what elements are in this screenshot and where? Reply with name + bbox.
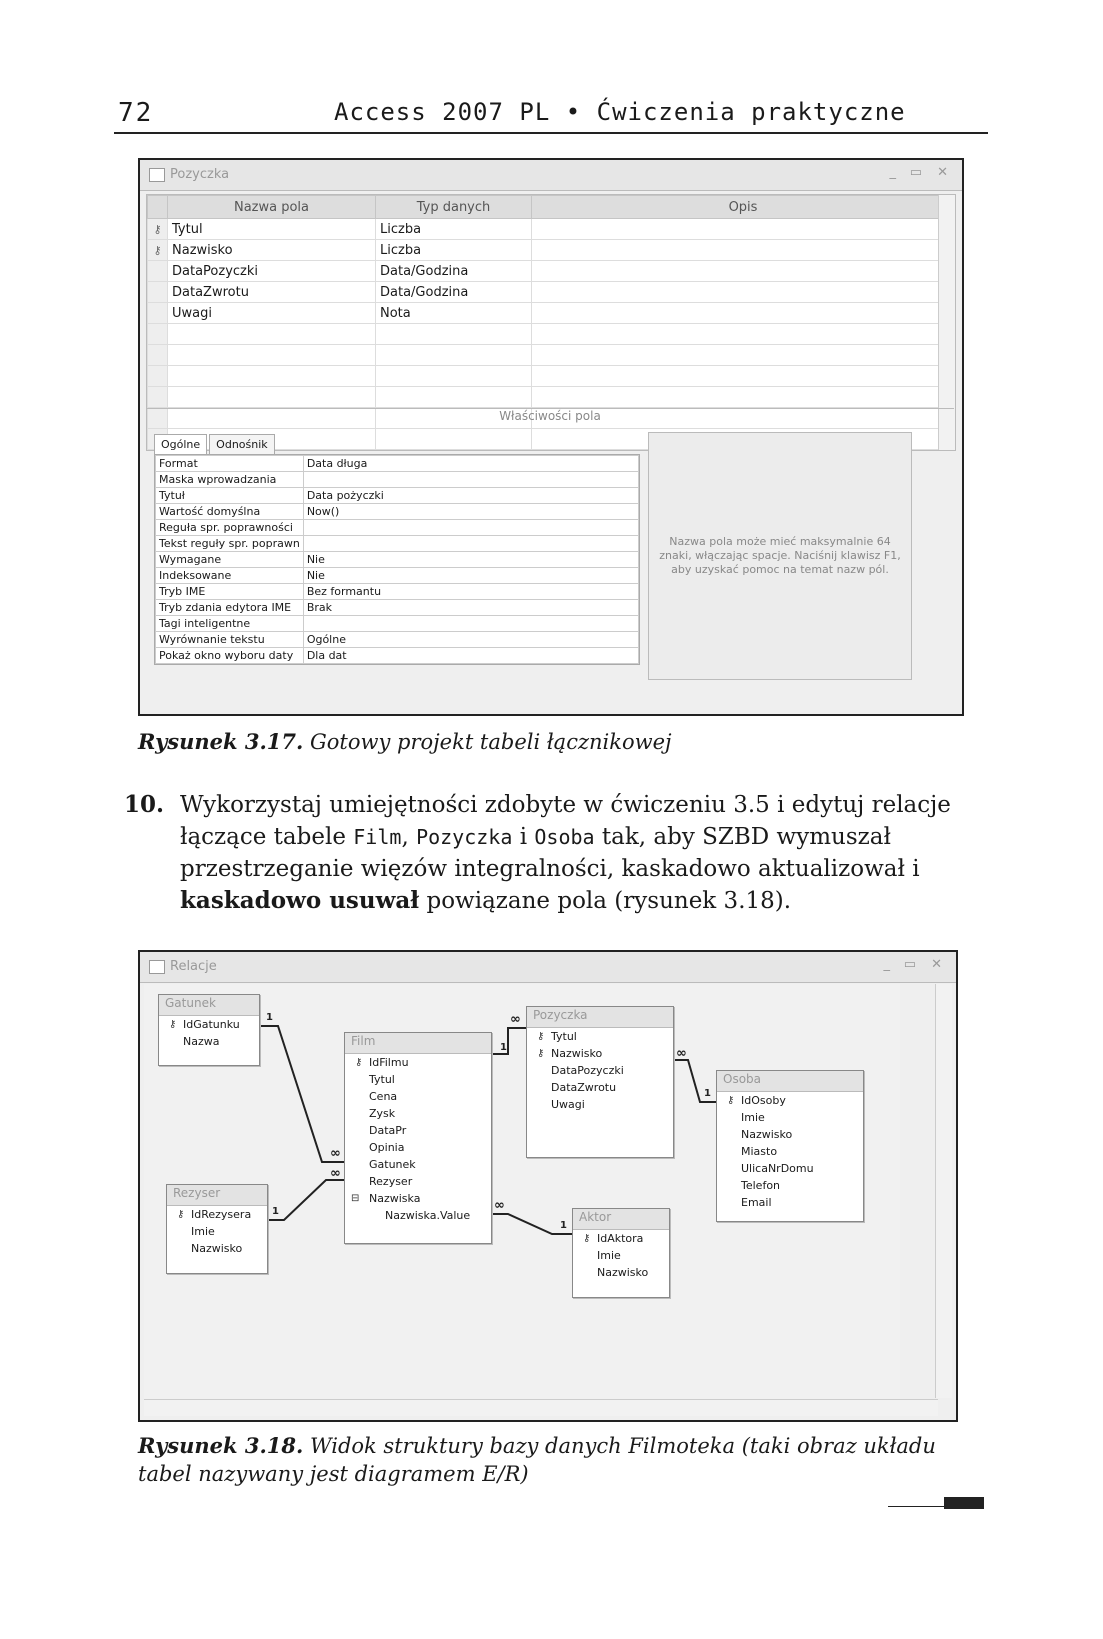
field-name-cell[interactable]: Tytul xyxy=(168,219,376,240)
field-name-cell[interactable]: DataZwrotu xyxy=(168,282,376,303)
horizontal-scrollbar[interactable] xyxy=(144,1399,938,1416)
field-row[interactable] xyxy=(717,1143,863,1160)
field-row[interactable] xyxy=(573,1230,669,1247)
description-cell[interactable] xyxy=(532,345,955,366)
field-row[interactable] xyxy=(573,1264,669,1281)
figure-caption-2 xyxy=(138,1432,978,1488)
table-rezyser[interactable] xyxy=(166,1184,268,1274)
description-cell[interactable] xyxy=(532,261,955,282)
field-row[interactable] xyxy=(345,1122,491,1139)
property-value[interactable]: Nie xyxy=(303,568,638,584)
field-name: Tytul xyxy=(551,1030,577,1043)
cardinality-many: ∞ xyxy=(494,1198,505,1213)
header-rule xyxy=(114,132,988,134)
property-name: Tryb zdania edytora IME xyxy=(156,600,304,616)
property-name: Tytuł xyxy=(156,488,304,504)
property-name: Tekst reguły spr. poprawn xyxy=(156,536,304,552)
step-text: Wykorzystaj umiejętności zdobyte w ćwiczeniu 3.5 i edytuj relacje łączące tabele Film, Pozyczka i Osoba tak, aby SZBD wymuszał przestrzeganie więzów integralności, kaskadowo aktualizował i kaskadowo usuwał powiązane pola (rysunek 3.18). xyxy=(180,792,951,914)
field-name: Imie xyxy=(191,1225,215,1238)
property-name: Reguła spr. poprawności xyxy=(156,520,304,536)
property-value[interactable]: Ogólne xyxy=(303,632,638,648)
key-icon: ⚷ xyxy=(583,1233,591,1244)
vertical-scrollbar[interactable] xyxy=(935,984,952,1398)
field-name: Nazwisko xyxy=(741,1128,793,1141)
field-row[interactable] xyxy=(345,1071,491,1088)
table-row[interactable] xyxy=(148,366,955,387)
field-row[interactable] xyxy=(527,1045,673,1062)
cardinality-one: 1 xyxy=(272,1206,279,1217)
field-properties-label: Właściwości pola xyxy=(146,408,954,423)
field-row[interactable] xyxy=(159,1033,259,1050)
grid-corner[interactable] xyxy=(148,196,168,219)
field-row[interactable] xyxy=(527,1062,673,1079)
data-type-cell[interactable]: Liczba xyxy=(376,240,532,261)
field-name: Imie xyxy=(597,1249,621,1262)
cardinality-many: ∞ xyxy=(330,1146,341,1161)
table-row[interactable] xyxy=(148,324,955,345)
property-row[interactable] xyxy=(156,552,639,568)
key-icon: ⚷ xyxy=(727,1095,735,1106)
cardinality-one: 1 xyxy=(560,1220,567,1231)
description-cell[interactable] xyxy=(532,324,955,345)
field-name: Imie xyxy=(741,1111,765,1124)
property-value[interactable]: Data długa xyxy=(303,456,638,472)
field-row[interactable] xyxy=(345,1139,491,1156)
field-name: UlicaNrDomu xyxy=(741,1162,814,1175)
property-value[interactable]: Brak xyxy=(303,600,638,616)
row-selector[interactable] xyxy=(148,282,168,303)
close-icon[interactable]: ✕ xyxy=(931,957,942,972)
property-name: Tagi inteligentne xyxy=(156,616,304,632)
property-row[interactable] xyxy=(156,648,639,664)
field-name: Zysk xyxy=(369,1107,396,1120)
field-row[interactable] xyxy=(345,1156,491,1173)
property-name: Wymagane xyxy=(156,552,304,568)
field-name: IdAktora xyxy=(597,1232,644,1245)
table-title[interactable]: Osoba xyxy=(717,1071,863,1092)
caption-text: Gotowy projekt tabeli łącznikowej xyxy=(310,730,672,754)
property-row[interactable] xyxy=(156,616,639,632)
data-type-cell[interactable]: Data/Godzina xyxy=(376,261,532,282)
help-hint: Nazwa pola może mieć maksymalnie 64 znaki, włączając spacje. Naciśnij klawisz F1, aby uzyskać pomoc na temat nazw pól. xyxy=(648,432,912,680)
property-row[interactable] xyxy=(156,520,639,536)
maximize-icon[interactable]: ▭ xyxy=(909,165,922,180)
property-value[interactable]: Data pożyczki xyxy=(303,488,638,504)
caption-label: Rysunek 3.17. xyxy=(138,729,304,754)
field-row[interactable] xyxy=(167,1223,267,1240)
table-gatunek[interactable] xyxy=(158,994,260,1066)
key-icon: ⚷ xyxy=(355,1057,363,1068)
property-name: Maska wprowadzania xyxy=(156,472,304,488)
cardinality-many: ∞ xyxy=(510,1012,521,1027)
table-row[interactable] xyxy=(148,303,955,324)
table-title[interactable]: Gatunek xyxy=(159,995,259,1016)
field-name-cell[interactable]: Uwagi xyxy=(168,303,376,324)
footer-rule xyxy=(888,1506,944,1507)
property-name: Format xyxy=(156,456,304,472)
description-cell[interactable] xyxy=(532,219,955,240)
field-name: IdRezysera xyxy=(191,1208,252,1221)
field-name: IdGatunku xyxy=(183,1018,240,1031)
field-row[interactable] xyxy=(717,1092,863,1109)
table-title[interactable]: Film xyxy=(345,1033,491,1054)
table-row[interactable] xyxy=(148,345,955,366)
table-film[interactable] xyxy=(344,1032,492,1244)
caption-label: Rysunek 3.18. xyxy=(138,1433,304,1458)
page-number: 72 xyxy=(118,98,154,128)
cardinality-many: ∞ xyxy=(676,1046,687,1061)
property-name: Tryb IME xyxy=(156,584,304,600)
key-icon: ⚷ xyxy=(537,1031,545,1042)
field-row[interactable] xyxy=(345,1088,491,1105)
field-name: Rezyser xyxy=(369,1175,413,1188)
field-row[interactable] xyxy=(527,1079,673,1096)
row-selector[interactable] xyxy=(148,261,168,282)
field-name: DataZwrotu xyxy=(551,1081,617,1094)
field-row[interactable] xyxy=(527,1096,673,1113)
field-row[interactable] xyxy=(345,1207,491,1224)
key-icon: ⚷ xyxy=(169,1019,177,1030)
field-name: Email xyxy=(741,1196,772,1209)
field-row[interactable] xyxy=(159,1016,259,1033)
table-row[interactable] xyxy=(148,219,955,240)
field-name: Nazwiska.Value xyxy=(385,1209,471,1222)
table-row[interactable] xyxy=(148,282,955,303)
field-row[interactable] xyxy=(573,1247,669,1264)
relationships-window xyxy=(138,950,958,1422)
caption-text: Widok struktury bazy danych Filmoteka (taki obraz układu tabel nazywany jest diagramem E/R) xyxy=(138,1434,936,1486)
property-name: Wyrównanie tekstu xyxy=(156,632,304,648)
field-name: Nazwa xyxy=(183,1035,220,1048)
field-name-cell[interactable] xyxy=(168,345,376,366)
table-row[interactable] xyxy=(148,261,955,282)
field-row[interactable] xyxy=(167,1206,267,1223)
data-type-cell[interactable] xyxy=(376,324,532,345)
running-title: Access 2007 PL • Ćwiczenia praktyczne xyxy=(334,98,906,126)
table-icon xyxy=(149,168,165,182)
data-type-cell[interactable] xyxy=(376,366,532,387)
line-gatunek-film xyxy=(258,1026,344,1162)
table-row[interactable] xyxy=(148,240,955,261)
table-aktor[interactable] xyxy=(572,1208,670,1298)
field-name: Nazwisko xyxy=(191,1242,243,1255)
key-icon: ⚷ xyxy=(537,1048,545,1059)
property-row[interactable] xyxy=(156,504,639,520)
key-icon[interactable]: ⚷ xyxy=(148,219,168,240)
line-film-pozyczka xyxy=(490,1028,526,1054)
property-value[interactable] xyxy=(303,520,638,536)
table-row[interactable] xyxy=(148,387,955,408)
field-name-cell[interactable] xyxy=(168,324,376,345)
row-selector[interactable] xyxy=(148,387,168,408)
field-row[interactable] xyxy=(717,1177,863,1194)
property-row[interactable] xyxy=(156,600,639,616)
property-row[interactable] xyxy=(156,536,639,552)
property-name: Indeksowane xyxy=(156,568,304,584)
property-value[interactable]: Nie xyxy=(303,552,638,568)
step-number: 10. xyxy=(124,791,165,818)
relationship-canvas xyxy=(144,984,900,1414)
tab-lookup[interactable]: Odnośnik xyxy=(209,434,274,454)
field-name: Gatunek xyxy=(369,1158,416,1171)
data-type-cell[interactable] xyxy=(376,387,532,408)
property-row[interactable] xyxy=(156,632,639,648)
property-tabs xyxy=(154,434,277,454)
column-header-data-type[interactable]: Typ danych xyxy=(376,196,532,219)
data-type-cell[interactable] xyxy=(376,429,532,450)
window-titlebar xyxy=(140,952,956,983)
property-sheet xyxy=(154,454,640,665)
minimize-icon[interactable]: _ xyxy=(883,957,890,972)
description-cell[interactable] xyxy=(532,282,955,303)
property-row[interactable] xyxy=(156,472,639,488)
field-row[interactable] xyxy=(717,1160,863,1177)
field-name-cell[interactable]: Nazwisko xyxy=(168,240,376,261)
field-name: Tytul xyxy=(369,1073,395,1086)
field-name: Opinia xyxy=(369,1141,405,1154)
row-selector[interactable] xyxy=(148,303,168,324)
field-name: Nazwisko xyxy=(597,1266,649,1279)
field-row[interactable] xyxy=(527,1028,673,1045)
property-row[interactable] xyxy=(156,488,639,504)
cardinality-one: 1 xyxy=(704,1088,711,1099)
row-selector[interactable] xyxy=(148,345,168,366)
relationships-icon xyxy=(149,960,165,974)
property-name: Pokaż okno wyboru daty xyxy=(156,648,304,664)
property-row[interactable] xyxy=(156,568,639,584)
description-cell[interactable] xyxy=(532,303,955,324)
property-value[interactable] xyxy=(303,616,638,632)
table-title[interactable]: Aktor xyxy=(573,1209,669,1230)
table-title[interactable]: Rezyser xyxy=(167,1185,267,1206)
table-pozyczka[interactable] xyxy=(526,1006,674,1158)
field-name: IdFilmu xyxy=(369,1056,409,1069)
field-name: Cena xyxy=(369,1090,398,1103)
footer-marker xyxy=(944,1497,984,1509)
window-titlebar xyxy=(140,160,962,191)
field-name: DataPr xyxy=(369,1124,407,1137)
data-type-cell[interactable]: Data/Godzina xyxy=(376,282,532,303)
field-name: IdOsoby xyxy=(741,1094,786,1107)
field-name-cell[interactable] xyxy=(168,387,376,408)
property-value[interactable]: Now() xyxy=(303,504,638,520)
field-name-cell[interactable]: DataPozyczki xyxy=(168,261,376,282)
data-type-cell[interactable]: Nota xyxy=(376,303,532,324)
column-header-description[interactable]: Opis xyxy=(532,196,955,219)
field-name-cell[interactable] xyxy=(168,366,376,387)
description-cell[interactable] xyxy=(532,387,955,408)
column-header-field-name[interactable]: Nazwa pola xyxy=(168,196,376,219)
property-value[interactable]: Dla dat xyxy=(303,648,638,664)
data-type-cell[interactable]: Liczba xyxy=(376,219,532,240)
property-row[interactable] xyxy=(156,584,639,600)
property-value[interactable] xyxy=(303,536,638,552)
data-type-cell[interactable] xyxy=(376,345,532,366)
field-name: Miasto xyxy=(741,1145,778,1158)
field-row[interactable] xyxy=(717,1194,863,1211)
table-osoba[interactable] xyxy=(716,1070,864,1222)
description-cell[interactable] xyxy=(532,240,955,261)
field-name: Uwagi xyxy=(551,1098,585,1111)
field-row[interactable] xyxy=(345,1105,491,1122)
description-cell[interactable] xyxy=(532,366,955,387)
property-row[interactable] xyxy=(156,456,639,472)
figure-caption-1 xyxy=(138,729,672,754)
field-name: Nazwisko xyxy=(551,1047,603,1060)
cardinality-many: ∞ xyxy=(330,1166,341,1181)
key-icon: ⚷ xyxy=(177,1209,185,1220)
expand-icon[interactable]: ⊟ xyxy=(351,1193,360,1204)
key-icon[interactable]: ⚷ xyxy=(148,240,168,261)
tab-general[interactable]: Ogólne xyxy=(154,434,207,454)
field-row[interactable] xyxy=(717,1109,863,1126)
field-row[interactable] xyxy=(717,1126,863,1143)
cardinality-one: 1 xyxy=(266,1012,273,1023)
cardinality-one: 1 xyxy=(500,1042,507,1053)
window-title: Relacje xyxy=(170,959,217,974)
row-selector[interactable] xyxy=(148,366,168,387)
window-title: Pozyczka xyxy=(170,167,230,182)
property-value[interactable]: Bez formantu xyxy=(303,584,638,600)
field-row[interactable] xyxy=(345,1173,491,1190)
property-value[interactable] xyxy=(303,472,638,488)
field-row[interactable] xyxy=(167,1240,267,1257)
field-name: Telefon xyxy=(741,1179,781,1192)
field-name: Nazwiska xyxy=(369,1192,421,1205)
table-design-window xyxy=(138,158,964,716)
field-row[interactable] xyxy=(345,1054,491,1071)
field-name: DataPozyczki xyxy=(551,1064,624,1077)
row-selector[interactable] xyxy=(148,324,168,345)
property-name: Wartość domyślna xyxy=(156,504,304,520)
table-title[interactable]: Pozyczka xyxy=(527,1007,673,1028)
close-icon[interactable]: ✕ xyxy=(937,165,948,180)
field-row[interactable] xyxy=(345,1190,491,1207)
minimize-icon[interactable]: _ xyxy=(889,165,896,180)
maximize-icon[interactable]: ▭ xyxy=(903,957,916,972)
